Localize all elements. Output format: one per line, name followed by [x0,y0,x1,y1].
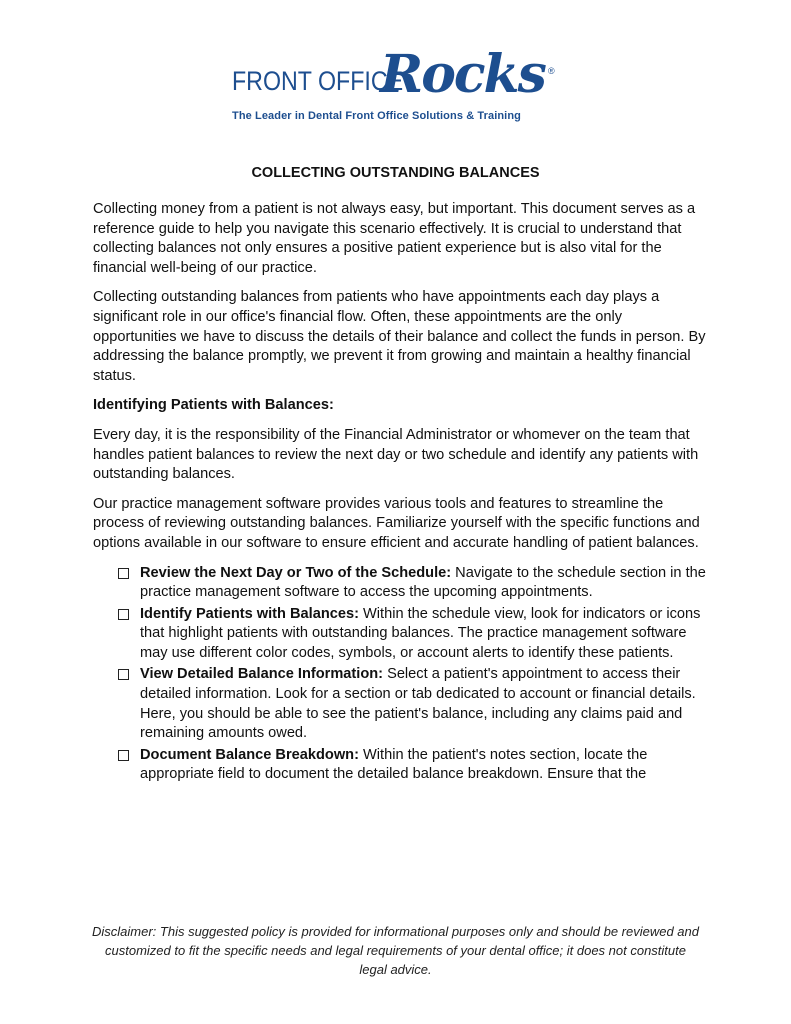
checklist-item [118,605,709,664]
checklist-item [118,564,709,603]
document-body [93,200,709,787]
checklist-item-text: Navigate to the schedule section in the practice management software to access the upcoming appointments. [140,564,706,601]
logo-front-office-text: FRONT OFFICE [232,66,404,96]
logo-tagline: The Leader in Dental Front Office Solutions & Training [232,110,521,122]
checklist [93,564,709,786]
checkbox-icon[interactable] [118,750,129,761]
checklist-item [118,665,709,743]
checkbox-icon[interactable] [118,568,129,579]
checklist-item-text: Within the patient's notes section, locate the appropriate field to document the detailed balance breakdown. Ensure that the [140,746,648,783]
logo-registered-mark: ® [548,66,555,76]
section-paragraph-1: Every day, it is the responsibility of the Financial Administrator or whomever on the team that handles patient balances to review the next day or two schedule and identify any patients with outstanding balances. [93,426,699,483]
checkbox-icon[interactable] [118,609,129,620]
logo-rocks-script: Rocks [380,44,545,105]
document-title: COLLECTING OUTSTANDING BALANCES [251,165,540,181]
disclaimer-footer: Disclaimer: This suggested policy is provided for informational purposes only and should be reviewed and customized to fit the specific needs and legal requirements of your dental office; it does not constitute legal advice. [92,924,699,977]
checklist-item-text: Within the schedule view, look for indicators or icons that highlight patients with outstanding balances. The practice management software may use different color codes, symbols, or account alerts to identify these patients. [140,605,701,661]
checklist-item-label: Document Balance Breakdown: [140,746,359,763]
checklist-item-label: Review the Next Day or Two of the Schedule: [140,564,452,581]
intro-paragraph-2: Collecting outstanding balances from patients who have appointments each day plays a significant role in our office's financial flow. Often, these appointments are the only opportunities we have to discuss the details of their balance and collect the funds in person. By addressing the balance promptly, we prevent it from growing and maintain a healthy financial status. [93,289,706,384]
checklist-item-label: Identify Patients with Balances: [140,605,359,622]
checkbox-icon[interactable] [118,669,129,680]
checklist-item [118,746,709,785]
company-logo [230,44,560,129]
intro-paragraph-1: Collecting money from a patient is not always easy, but important. This document serves as a reference guide to help you navigate this scenario effectively. It is crucial to understand that collecting balances not only ensures a positive patient experience but is also vital for the financial well-being of our practice. [93,201,696,276]
checklist-item-label: View Detailed Balance Information: [140,666,384,683]
checklist-item-text: Select a patient's appointment to access their detailed information. Look for a section or tab dedicated to account or financial details. Here, you should be able to see the patient's balance, including any claims paid and remaining amounts owed. [140,666,696,742]
section-heading: Identifying Patients with Balances: [93,397,334,414]
section-paragraph-2: Our practice management software provides various tools and features to streamline the process of reviewing outstanding balances. Familiarize yourself with the specific functions and options available in our software to ensure efficient and accurate handling of patient balances. [93,495,700,551]
